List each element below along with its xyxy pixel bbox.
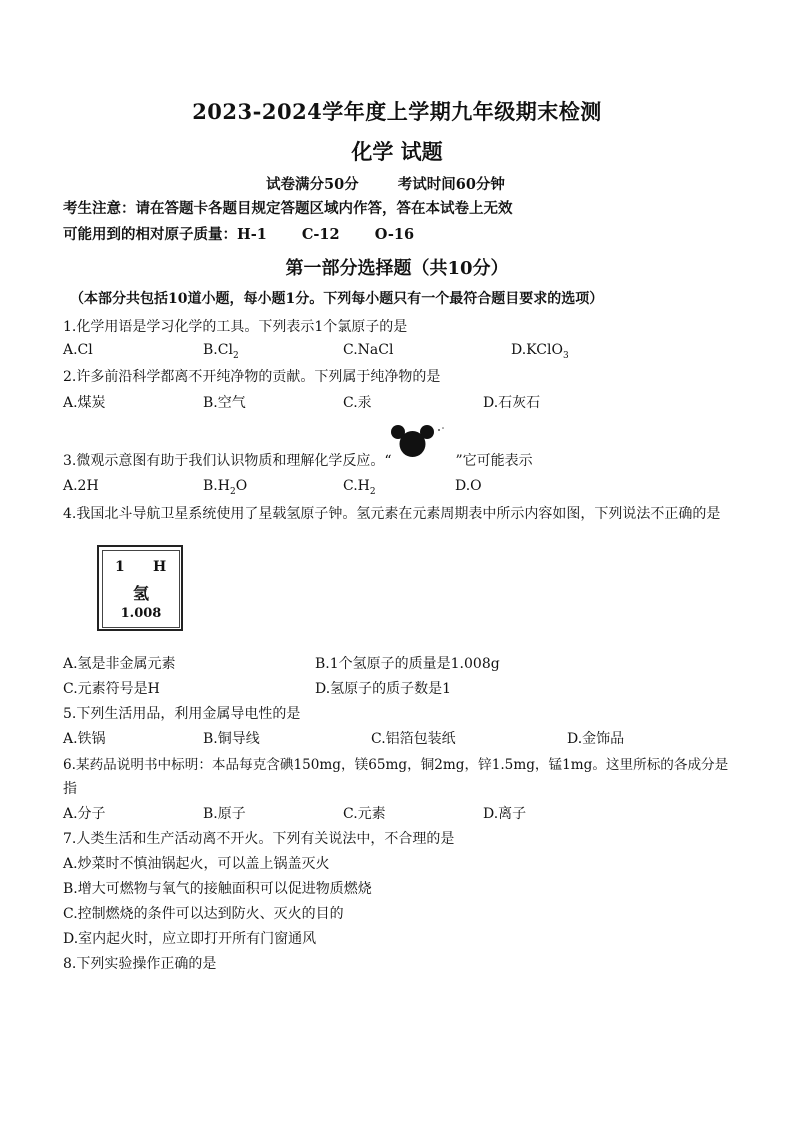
- q2-option-d: D.石灰石: [483, 395, 541, 411]
- question-3-stem: 3.微观示意图有助于我们认识物质和理解化学反应。“ ”它可能表示: [63, 453, 533, 469]
- q3-option-c: $C.H_2$: [343, 478, 376, 497]
- q4-option-b: B.1个氢原子的质量是1.008g: [315, 656, 500, 672]
- q2-option-c: C.汞: [343, 395, 372, 411]
- exam-title: 2023-2024学年度上学期九年级期末检测: [192, 99, 602, 124]
- q1-option-d: D.KClO$_3$: [511, 342, 569, 361]
- q2-option-a: A.煤炭: [63, 395, 106, 411]
- q7-option-c: C.控制燃烧的条件可以达到防火、灭火的目的: [63, 906, 344, 922]
- atomic-mass-h: 可能用到的相对原子质量：H-1: [63, 226, 267, 243]
- q3-option-a: A.2H: [63, 478, 99, 494]
- atomic-mass-c: C-12: [301, 226, 340, 243]
- question-8-stem: 8.下列实验操作正确的是: [63, 956, 217, 972]
- q7-option-a: A.炒菜时不慎油锅起火，可以盖上锅盖灭火: [63, 856, 330, 872]
- q6-option-c: C.元素: [343, 806, 386, 822]
- q7-option-b: B.增大可燃物与氧气的接触面积可以促进物质燃烧: [63, 881, 372, 897]
- question-1-stem: 1.化学用语是学习化学的工具。下列表示1个氯原子的是: [63, 319, 408, 335]
- question-6-stem: 6.某药品说明书中标明：本品每克含碘150mg，镁65mg，铜2mg，锌1.5mg，锰1mg。这里所标的各成分是: [63, 757, 729, 773]
- atomic-mass-o: O-16: [374, 226, 415, 243]
- atomic-mass-line: [63, 223, 414, 244]
- hydrogen-molecule-icon: [388, 422, 448, 458]
- q4-option-c: C.元素符号是H: [63, 681, 160, 697]
- q6-option-a: A.分子: [63, 806, 106, 822]
- q3-option-d: D.O: [455, 478, 482, 494]
- full-score: 试卷满分50分: [266, 176, 359, 193]
- q4-option-a: A.氢是非金属元素: [63, 656, 176, 672]
- q6-option-b: B.原子: [203, 806, 246, 822]
- q1-option-b: $B.Cl_2$: [203, 342, 239, 361]
- q2-option-b: B.空气: [203, 395, 246, 411]
- question-4-stem: 4.我国北斗导航卫星系统使用了星载氢原子钟。氢元素在元素周期表中所示内容如图，下列说法不正确的是: [63, 506, 721, 522]
- question-7-stem: 7.人类生活和生产活动离不开火。下列有关说法中，不合理的是: [63, 831, 455, 847]
- element-symbol: H: [153, 559, 167, 575]
- exam-subtitle: 化学 试题: [351, 139, 443, 164]
- question-6-stem-cont: 指: [63, 781, 77, 797]
- q5-option-c: C.铝箔包装纸: [371, 731, 456, 747]
- q7-option-d: D.室内起火时，应立即打开所有门窗通风: [63, 931, 317, 947]
- q1-option-a: A.Cl: [63, 342, 93, 358]
- exam-notice: 考生注意：请在答题卡各题目规定答题区域内作答，答在本试卷上无效: [63, 200, 513, 217]
- hydrogen-element-card: [97, 545, 183, 631]
- q3-option-b: $B.H_2O$: [203, 478, 248, 497]
- section-note: （本部分共包括10道小题，每小题1分。下列每小题只有一个最符合题目要求的选项）: [70, 291, 604, 307]
- question-2-stem: 2.许多前沿科学都离不开纯净物的贡献。下列属于纯净物的是: [63, 369, 441, 385]
- question-5-stem: 5.下列生活用品，利用金属导电性的是: [63, 706, 301, 722]
- exam-time: 考试时间60分钟: [397, 176, 505, 193]
- q5-option-b: B.铜导线: [203, 731, 260, 747]
- section-title: 第一部分选择题（共10分）: [285, 258, 509, 279]
- exam-meta: [266, 173, 505, 194]
- element-mass: 1.008: [120, 606, 162, 621]
- q5-option-a: A.铁锅: [63, 731, 106, 747]
- q1-option-c: C.NaCl: [343, 342, 394, 358]
- element-name: 氢: [132, 584, 149, 603]
- q4-option-d: D.氢原子的质子数是1: [315, 681, 452, 697]
- q5-option-d: D.金饰品: [567, 731, 625, 747]
- q6-option-d: D.离子: [483, 806, 527, 822]
- element-number: 1: [115, 559, 125, 575]
